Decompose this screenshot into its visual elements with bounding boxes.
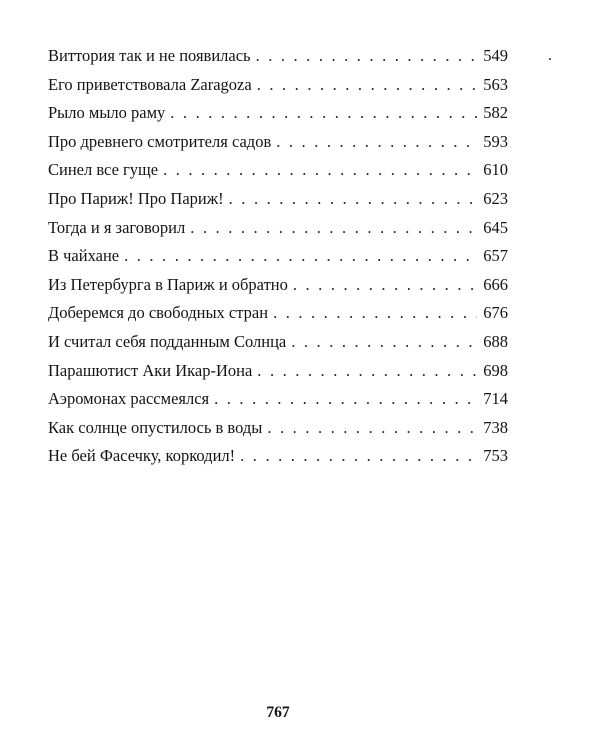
toc-entry-page: 645 <box>483 217 508 237</box>
toc-entry-page: 688 <box>483 331 508 351</box>
toc-entry-title: Парашютист Аки Икар-Иона <box>48 360 253 380</box>
toc-entry-title: Виттория так и не появилась <box>48 46 251 65</box>
toc-entry-page: 666 <box>483 274 508 294</box>
toc-entry-title: В чайхане <box>48 246 120 266</box>
toc-entry-page: 698 <box>483 360 508 380</box>
leader-dots <box>267 414 477 443</box>
toc-entry-title: Про древнего смотрителя садов <box>48 131 272 151</box>
toc-entry <box>48 242 508 271</box>
toc-entry-title: Рыло мыло раму <box>48 103 166 123</box>
toc-entry-title: Аэромонах рассмеялся <box>48 389 210 409</box>
toc-entry <box>48 156 508 185</box>
toc-entry-page: 753 <box>483 446 508 466</box>
leader-dots <box>214 385 477 414</box>
toc-entry-page: 563 <box>483 74 508 94</box>
toc-entry-page: 549 <box>483 46 508 65</box>
toc-entry-title: Не бей Фасечку, коркодил! <box>48 446 236 466</box>
toc-entry-title: Его приветствовала Zaragoza <box>48 74 252 94</box>
toc-entry-title: Из Петербурга в Париж и обратно <box>48 274 288 294</box>
toc-entry <box>48 385 508 414</box>
toc-entry <box>48 99 508 128</box>
toc-entry-page: 738 <box>483 417 508 437</box>
toc-entry <box>48 71 508 100</box>
toc-entry <box>48 414 508 443</box>
toc-entry <box>48 42 508 71</box>
leader-dots <box>190 214 477 243</box>
leader-dots <box>229 185 477 214</box>
print-speck <box>549 58 551 60</box>
leader-dots <box>240 442 477 471</box>
toc-entry-page: 657 <box>483 246 508 266</box>
leader-dots <box>124 242 477 271</box>
leader-dots <box>291 328 477 357</box>
toc-entry-page: 714 <box>483 389 508 409</box>
toc-entry-title: Доберемся до свободных стран <box>48 303 269 323</box>
toc-entry-page: 593 <box>483 131 508 151</box>
leader-dots <box>293 271 477 300</box>
leader-dots <box>257 71 477 100</box>
leader-dots <box>257 357 477 386</box>
toc-entry-page: 582 <box>483 103 508 123</box>
toc-entry-title: Синел все гуще <box>48 160 159 180</box>
toc-entry <box>48 442 508 471</box>
leader-dots <box>163 156 477 185</box>
toc-entry <box>48 214 508 243</box>
toc-entry <box>48 299 508 328</box>
toc-entry-page: 623 <box>483 188 508 208</box>
toc-entry-title: Как солнце опустилось в воды <box>48 417 263 437</box>
toc-entry <box>48 185 508 214</box>
table-of-contents <box>48 42 508 471</box>
toc-entry <box>48 271 508 300</box>
leader-dots <box>170 99 477 128</box>
toc-entry-title: Про Париж! Про Париж! <box>48 188 224 208</box>
toc-entry <box>48 128 508 157</box>
toc-entry-title: Тогда и я заговорил <box>48 217 186 237</box>
toc-entry <box>48 357 508 386</box>
leader-dots <box>273 299 477 328</box>
leader-dots <box>276 128 477 157</box>
toc-entry-page: 610 <box>483 160 508 180</box>
leader-dots <box>256 42 477 71</box>
toc-entry-title: И считал себя подданным Солнца <box>48 331 287 351</box>
page-number: 767 <box>266 704 290 721</box>
toc-entry-page: 676 <box>483 303 508 323</box>
toc-entry <box>48 328 508 357</box>
